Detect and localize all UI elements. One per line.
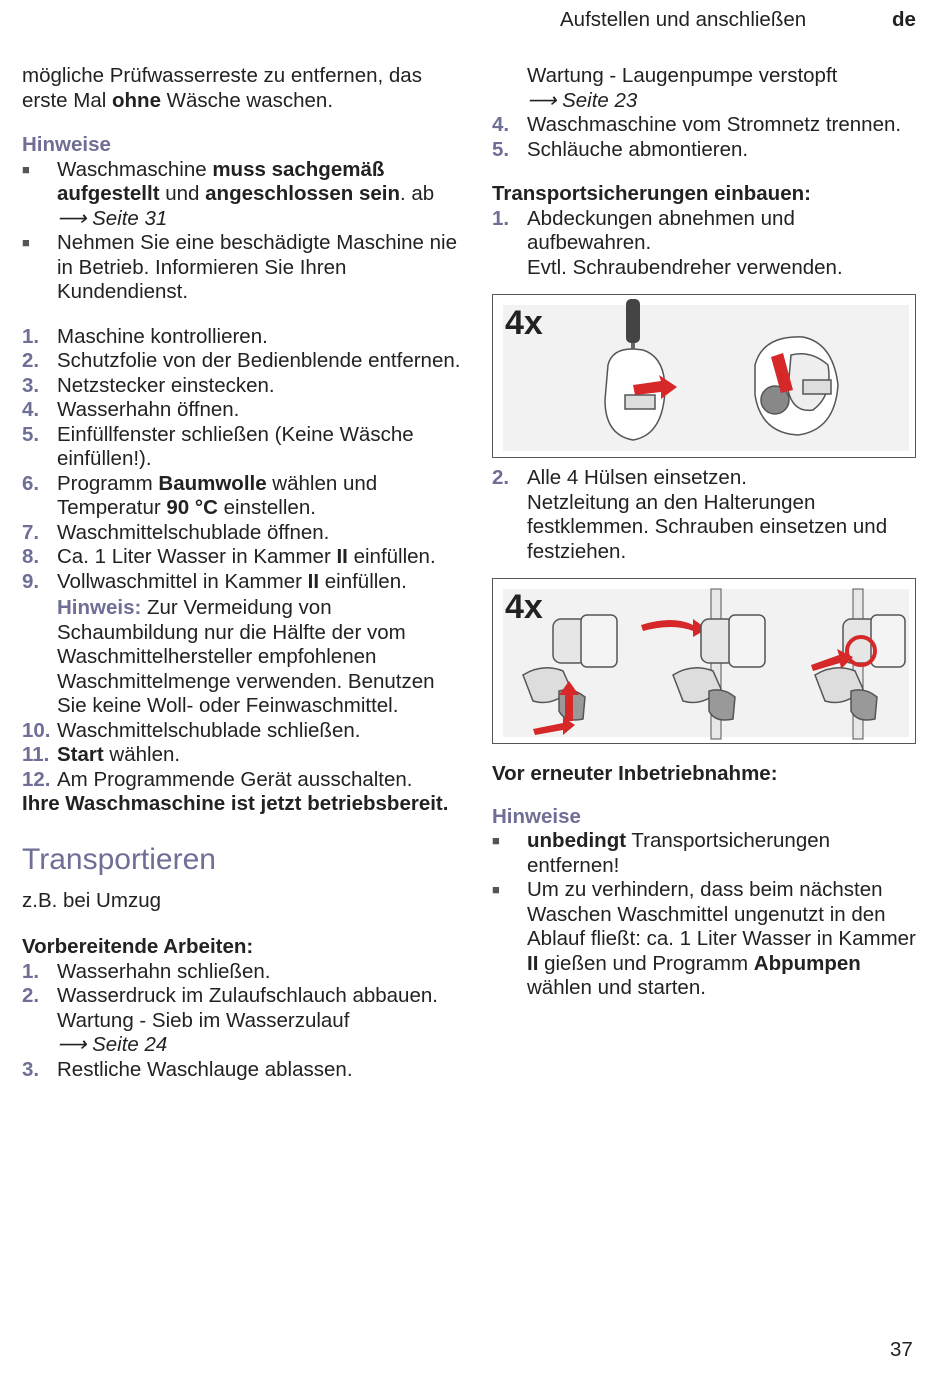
- hint-item: ■ unbedingt Transportsicherungen entfernen!: [492, 829, 922, 878]
- header-title: Aufstellen und anschließen: [560, 8, 807, 31]
- ready-note: Ihre Waschmaschine ist jetzt betriebsbereit.: [22, 792, 449, 815]
- step-item: 2. Alle 4 Hülsen einsetzen. Netzleitung an den Halterungen festklemmen. Schrauben einsetzen und festziehen.: [492, 466, 922, 564]
- setup-steps: [22, 325, 462, 793]
- step-note: Netzleitung an den Halterungen festklemmen. Schrauben einsetzen und festziehen.: [527, 490, 888, 563]
- hint-title: Hinweise: [22, 133, 111, 156]
- prep-steps: [22, 960, 462, 1083]
- step-item: 6. Programm Baumwolle wählen und Temperatur 90 °C einstellen.: [22, 471, 378, 519]
- step-item: 3. Restliche Waschlauge ablassen.: [22, 1057, 353, 1081]
- step-item: 2. Schutzfolie von der Bedienblende entfernen.: [22, 349, 461, 372]
- step-item: 7. Waschmittelschublade öffnen.: [22, 520, 330, 544]
- page-reference: ⟶ Seite 31: [57, 206, 168, 230]
- restart-title: Vor erneuter Inbetriebnahme:: [492, 762, 778, 785]
- step-item: 4. Wasserhahn öffnen.: [22, 398, 240, 421]
- step-item: 12. Am Programmende Gerät ausschalten.: [22, 767, 413, 791]
- step-item: 8. Ca. 1 Liter Wasser in Kammer II einfüllen.: [22, 545, 436, 568]
- page-number: 37: [890, 1338, 913, 1361]
- step-item: 1. Abdeckungen abnehmen und aufbewahren. Evtl. Schraubendreher verwenden.: [492, 207, 922, 281]
- step-hint: Hinweis: Zur Vermeidung von Schaumbildung nur die Hälfte der vom Waschmittelhersteller empfohlenen Waschmittelmenge verwenden. Benutzen Sie keine Woll- oder Feinwaschmittel.: [57, 596, 435, 717]
- language-code: de: [892, 8, 916, 31]
- step-item: 5. Einfüllfenster schließen (Keine Wäsche einfüllen!).: [22, 422, 414, 470]
- hint-item: ■ Waschmaschine muss sachgemäß aufgestellt und angeschlossen sein. ab ⟶ Seite 31: [22, 158, 462, 232]
- arrow-icon: [641, 619, 707, 637]
- hint-list: [492, 829, 922, 1001]
- step-item: 5. Schläuche abmontieren.: [492, 137, 749, 161]
- step-note: Wartung - Sieb im Wasserzulauf: [57, 1008, 350, 1032]
- hint-item: ■ Um zu verhindern, dass beim nächsten Waschen Waschmittel ungenutzt in den Ablauf fließt: ca. 1 Liter Wasser in Kammer II gießen und Programm Abpumpen wählen und starten.: [492, 878, 922, 1001]
- step-item: 4. Waschmaschine vom Stromnetz trennen.: [492, 113, 902, 136]
- page-reference: ⟶ Seite 24: [57, 1033, 168, 1056]
- section-title-transport: Transportieren: [22, 842, 216, 876]
- figure-quantity-label: 4x: [505, 304, 543, 342]
- transport-subtitle: z.B. bei Umzug: [22, 888, 161, 912]
- step-item: 1. Maschine kontrollieren.: [22, 324, 268, 348]
- cover-clip-shape: [755, 337, 838, 435]
- hint-list: [22, 158, 462, 305]
- hint-title: Hinweise: [492, 804, 581, 828]
- cover-removal-illustration: [493, 295, 915, 457]
- step-item: 10. Waschmittelschublade schließen.: [22, 718, 361, 742]
- page-reference: ⟶ Seite 23: [527, 88, 638, 112]
- install-title: Transportsicherungen einbauen:: [492, 182, 811, 205]
- left-column: [22, 64, 462, 1082]
- step-item: 11. Start wählen.: [22, 743, 181, 766]
- step-note: Evtl. Schraubendreher verwenden.: [527, 255, 843, 279]
- figure-cover-removal: [492, 294, 916, 458]
- intro-text: mögliche Prüfwasserreste zu entfernen, das erste Mal ohne Wäsche waschen.: [22, 64, 422, 112]
- sleeve-install-illustration: [493, 579, 915, 743]
- figure-quantity-label: 4x: [505, 588, 543, 626]
- step-item: 9. Vollwaschmittel in Kammer II einfüllen. Hinweis: Zur Vermeidung von Schaumbildung nur die Hälfte der vom Waschmittelhersteller empfohlenen Waschmittelmenge verwenden. Benutzen Sie keine Woll- oder Feinwaschmittel.: [22, 570, 462, 719]
- install-steps-continued: [492, 466, 922, 564]
- step-item: 3. Netzstecker einstecken.: [22, 373, 275, 397]
- step-item: 1. Wasserhahn schließen.: [22, 959, 271, 983]
- step-item: 2. Wasserdruck im Zulaufschlauch abbauen. Wartung - Sieb im Wasserzulauf ⟶ Seite 24: [22, 984, 462, 1058]
- right-column: [492, 64, 922, 1001]
- prep-title: Vorbereitende Arbeiten:: [22, 935, 254, 958]
- hint-item: ■ Nehmen Sie eine beschädigte Maschine nie in Betrieb. Informieren Sie Ihren Kundendienst.: [22, 231, 462, 305]
- continued-note: Wartung - Laugenpumpe verstopft ⟶ Seite 23: [492, 64, 922, 113]
- prep-steps-continued: [492, 113, 922, 162]
- install-steps: [492, 207, 922, 281]
- figure-sleeve-install: [492, 578, 916, 744]
